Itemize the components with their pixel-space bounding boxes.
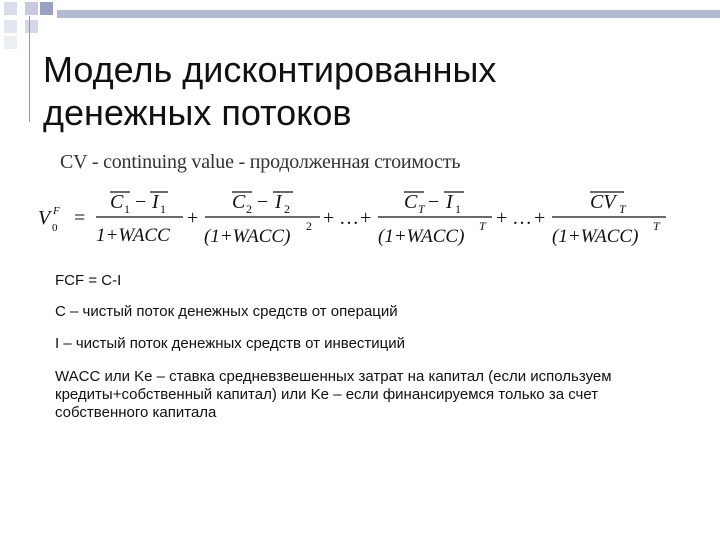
termCV-denominator: (1+WACC) <box>552 226 639 247</box>
termT-i: I <box>446 191 453 213</box>
plus-sign: + <box>323 207 335 229</box>
formula-caption: CV - continuing value - продолженная стоимость <box>60 151 461 173</box>
wacc-definition: WACC или Ke – ставка средневзвешенных затрат на капитал (если используем кредиты+собственный капитал) или Ke – если финансируемся только за счет собственного капитала <box>55 368 612 421</box>
termT-i-sub: 1 <box>455 202 461 216</box>
term1-i-sub: 1 <box>160 202 166 216</box>
decor-square <box>4 36 17 49</box>
i-definition: I – чистый поток денежных средств от инвестиций <box>55 335 406 352</box>
plus-sign: + <box>496 207 508 229</box>
equals-sign: = <box>74 207 86 229</box>
lhs-symbol: V <box>38 207 51 229</box>
term2-c-sub: 2 <box>246 202 252 216</box>
term2-i-sub: 2 <box>284 202 290 216</box>
decor-square <box>25 2 38 15</box>
lhs-sub: 0 <box>52 222 58 234</box>
term1-c-sub: 1 <box>124 202 130 216</box>
slide-title: Модель дисконтированных денежных потоков <box>43 49 497 133</box>
decor-square <box>25 20 38 33</box>
plus-sign: + <box>187 207 199 229</box>
term2-denominator: (1+WACC) <box>204 226 291 247</box>
term1-i: I <box>152 191 159 213</box>
termT-c-sub: T <box>418 202 425 216</box>
term2-exponent: 2 <box>306 219 312 233</box>
termCV-exponent: T <box>653 219 660 233</box>
termT-denominator: (1+WACC) <box>378 226 465 247</box>
decor-square <box>4 2 17 15</box>
termCV-cv: CV <box>590 191 616 213</box>
decor-square <box>4 20 17 33</box>
term2-c: C <box>232 191 246 213</box>
termT-minus: − <box>428 191 440 213</box>
term1-c: C <box>110 191 124 213</box>
term1-minus: − <box>135 191 147 213</box>
fcf-definition: FCF = C-I <box>55 272 122 289</box>
termT-c: C <box>404 191 418 213</box>
termT-exponent: T <box>479 219 486 233</box>
termCV-sub: T <box>619 202 626 216</box>
term1-denominator: 1+WACC <box>96 225 170 246</box>
left-decor-line <box>29 16 30 122</box>
decor-square <box>40 2 53 15</box>
plus-sign: + <box>360 207 372 229</box>
lhs-sup: F <box>53 205 60 217</box>
ellipsis: … <box>512 207 532 229</box>
term2-i: I <box>275 191 282 213</box>
top-decor-bar <box>57 10 720 18</box>
dcf-formula <box>0 170 720 260</box>
plus-sign: + <box>534 207 546 229</box>
ellipsis: … <box>339 207 359 229</box>
term2-minus: − <box>257 191 269 213</box>
c-definition: C – чистый поток денежных средств от операций <box>55 303 398 320</box>
